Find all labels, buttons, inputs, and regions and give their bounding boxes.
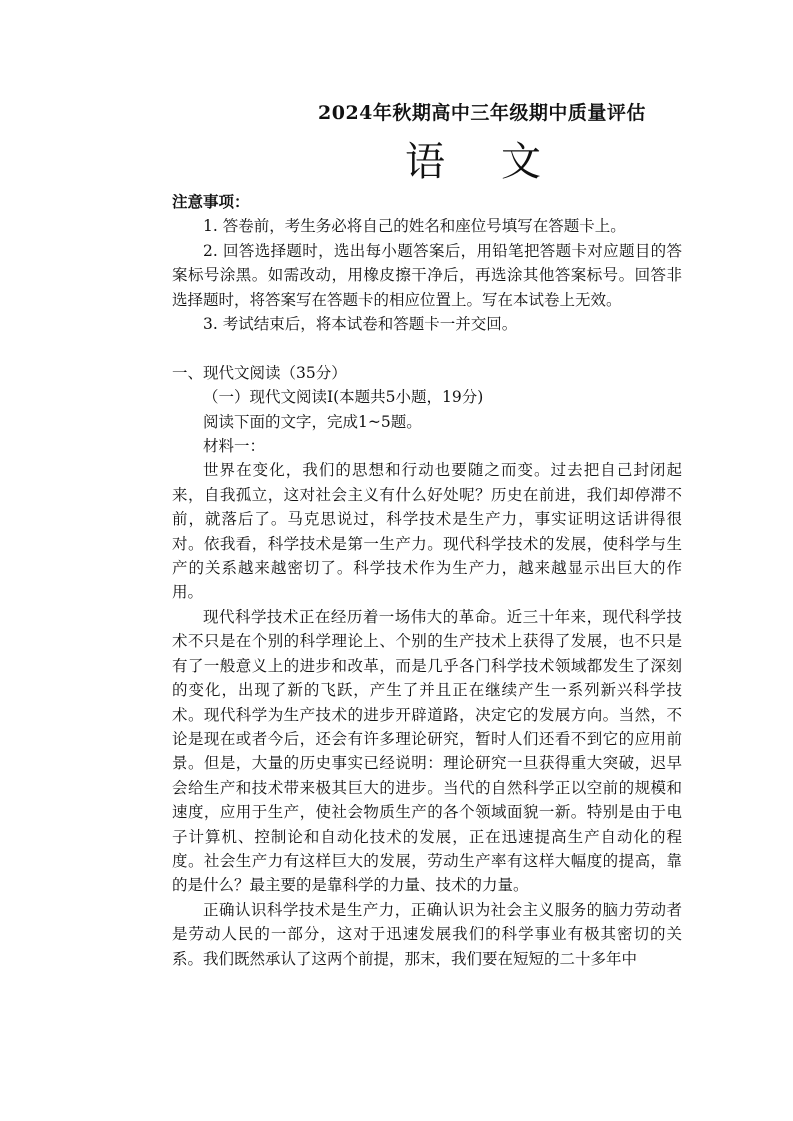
material-paragraph-1: 世界在变化，我们的思想和行动也要随之而变。过去把自己封闭起来，自我孤立，这对社会主义有什么好处呢？历史在前进，我们却停滞不前，就落后了。马克思说过，科学技术是生产力，事实证明这话讲得很对。依我看，科学技术是第一生产力。现代科学技术的发展，使科学与生产的关系越来越密切了。科学技术作为生产力，越来越显示出巨大的作用。 — [172, 461, 682, 602]
material-paragraph-3: 正确认识科学技术是生产力，正确认识为社会主义服务的脑力劳动者是劳动人民的一部分，这对于迅速发展我们的科学事业有极其密切的关系。我们既然承认了这两个前提，那末，我们要在短短的二十多年中 — [172, 900, 682, 968]
subsection-title: （一）现代文阅读I(本题共5小题，19分) — [203, 388, 484, 407]
notice-item-3: 3. 考试结束后，将本试卷和答题卡一并交回。 — [203, 315, 518, 334]
material-label: 材料一： — [203, 437, 266, 456]
notice-item-2: 2. 回答选择题时，选出每小题答案后，用铅笔把答题卡对应题目的答案标号涂黑。如需改动，用橡皮擦干净后，再选涂其他答案标号。回答非选择题时，将答案写在答题卡的相应位置上。写在本试卷上无效。 — [172, 241, 682, 309]
section-gap — [172, 336, 682, 360]
exam-content — [172, 190, 682, 971]
material-paragraph-2: 现代科学技术正在经历着一场伟大的革命。近三十年来，现代科学技术不只是在个别的科学理论上、个别的生产技术上获得了发展，也不只是有了一般意义上的进步和改革，而是几乎各门科学技术领域都发生了深刻的变化，出现了新的飞跃，产生了并且正在继续产生一系列新兴科学技术。现代科学为生产技术的进步开辟道路，决定它的发展方向。当然，不论是现在或者今后，还会有许多理论研究，暂时人们还看不到它的应用前景。但是，大量的历史事实已经说明：理论研究一旦获得重大突破，迟早会给生产和技术带来极其巨大的进步。当代的自然科学正以空前的规模和速度，应用于生产，使社会物质生产的各个领域面貌一新。特别是由于电子计算机、控制论和自动化技术的发展，正在迅速提高生产自动化的程度。社会生产力有这样巨大的发展，劳动生产率有这样大幅度的提高，靠的是什么？最主要的是靠科学的力量、技术的力量。 — [172, 607, 682, 895]
notice-item-1: 1. 答卷前，考生务必将自己的姓名和座位号填写在答题卡上。 — [203, 217, 626, 236]
exam-title: 2024年秋期高中三年级期中质量评估 — [318, 102, 646, 124]
section-title: 一、现代文阅读（35分） — [172, 363, 347, 382]
reading-instruction: 阅读下面的文字，完成1~5题。 — [203, 412, 422, 431]
notice-heading: 注意事项： — [172, 192, 250, 211]
subject-title: 语文 — [405, 139, 597, 185]
